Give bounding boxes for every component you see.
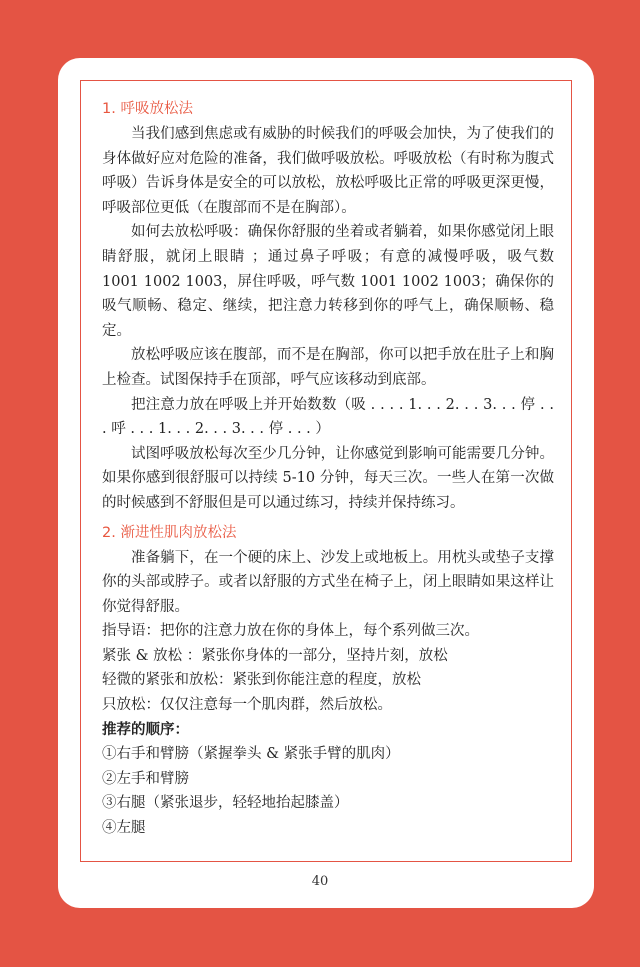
page-content (102, 96, 554, 841)
list-item: ②左手和臂膀 (102, 770, 189, 787)
list-item: ④左腿 (102, 820, 146, 837)
list-item: ①右手和臂膀（紧握拳头 & 紧张手臂的肌肉） (102, 746, 400, 763)
section-2-title: 2. 渐进性肌肉放松法 (102, 524, 237, 541)
paragraph: 把注意力放在呼吸上并开始数数（吸 . . . . 1. . . 2. . . 3. . . 停 . . . 呼 . . . 1. . . 2. . . 3. . . 停 . . . ） (102, 396, 554, 438)
paragraph: 放松呼吸应该在腹部，而不是在胸部，你可以把手放在肚子上和胸上检查。试图保持手在顶部，呼气应该移动到底部。 (102, 347, 554, 388)
paragraph: 如何去放松呼吸：确保你舒服的坐着或者躺着，如果你感觉闭上眼睛舒服，就闭上眼睛 ；通过鼻子呼吸；有意的减慢呼吸，吸气数 1001 1002 1003，屏住呼吸，呼气数 1001 1002 1003；确保你的吸气顺畅、稳定、继续，把注意力转移到你的呼气上，确保顺畅、稳定。 (102, 224, 554, 339)
instruction-line: 轻微的紧张和放松：紧张到你能注意的程度，放松 (102, 672, 421, 689)
order-title: 推荐的顺序： (102, 720, 189, 738)
section-1-title: 1. 呼吸放松法 (102, 101, 193, 117)
page-number: 40 (311, 874, 329, 889)
instruction-line: 只放松：仅仅注意每一个肌肉群，然后放松。 (102, 697, 392, 714)
paragraph: 当我们感到焦虑或有威胁的时候我们的呼吸会加快，为了使我们的身体做好应对危险的准备，我们做呼吸放松。呼吸放松（有时称为腹式呼吸）告诉身体是安全的可以放松，放松呼吸比正常的呼吸更深更慢，呼吸部位更低（在腹部而不是在胸部）。 (102, 126, 554, 216)
paragraph: 准备躺下，在一个硬的床上、沙发上或地板上。用枕头或垫子支撑你的头部或脖子。或者以舒服的方式坐在椅子上，闭上眼睛如果这样让你觉得舒服。 (102, 549, 554, 615)
list-item: ③右腿（紧张退步，轻轻地抬起膝盖） (102, 795, 349, 812)
instruction-line: 紧张 & 放松 ：紧张你身体的一部分，坚持片刻，放松 (102, 647, 448, 664)
instruction-line: 指导语：把你的注意力放在你的身体上，每个系列做三次。 (102, 623, 479, 640)
paragraph: 试图呼吸放松每次至少几分钟，让你感觉到影响可能需要几分钟。如果你感到很舒服可以持续 5-10 分钟，每天三次。一些人在第一次做的时候感到不舒服但是可以通过练习，持续并保持练习。 (102, 445, 554, 511)
